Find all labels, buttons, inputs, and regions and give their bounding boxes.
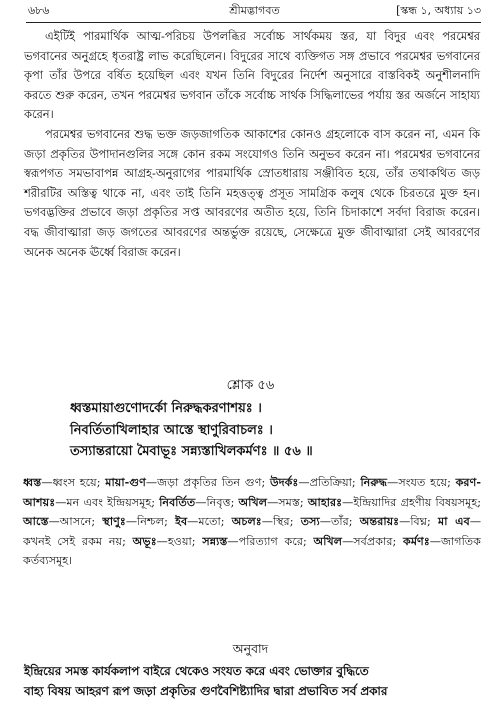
- header-rule: [26, 22, 481, 23]
- synonym-word: মা এব: [438, 514, 470, 529]
- translation-line: বাহ্য বিষয় আহরণ রূপ জড়া প্রকৃতির গুণবৈশিষ্ট্যাদির দ্বারা প্রভাবিত সর্ব প্রকার: [24, 684, 388, 698]
- synonym-meaning: —জাগতিক কর্তব্যসমূহ।: [23, 534, 481, 568]
- verse-line: নিবর্তিতাখিলাহার আস্তে স্থাণুরিবাচলঃ ।: [70, 422, 273, 438]
- synonym-word: মায়া-গুণ: [105, 475, 146, 489]
- translation-heading: অনুবাদ: [232, 641, 269, 656]
- word-for-word-synonyms: [23, 473, 481, 571]
- synonym-word: আহারঃ: [307, 494, 343, 509]
- synonym-meaning: —পরিত্যাগ করে;: [227, 534, 314, 548]
- page-header: [28, 3, 481, 19]
- synonym-word: ধ্বস্ত: [23, 475, 42, 489]
- sanskrit-verse: [70, 398, 490, 463]
- synonym-meaning: —মন এবং ইন্দ্রিয়সমূহ;: [55, 495, 160, 509]
- synonym-meaning: —তাঁর;: [319, 515, 360, 529]
- synonym-word: উদর্কঃ: [270, 475, 299, 489]
- purport-paragraph: এইটিই পারমার্থিক আত্ম-পরিচয় উপলব্ধির সর্বোচ্চ সার্থকময় স্তর, যা বিদুর এবং পরমেশ্বর ভগবানের অনুগ্রহে ধৃতরাষ্ট্র লাভ করেছিলেন। বিদুরের সাথে ব্যক্তিগত সঙ্গ প্রভাবে পরমেশ্বর ভগবানের কৃপা তাঁর উপরে বর্ষিত হয়েছিল এবং যখন তিনি বিদুরের নির্দেশ অনুসারে বাস্তবিকই অনুশীলনাদি করতে শুরু করেন, তখন পরমেশ্বর ভগবান তাঁকে সর্বোচ্চ সার্থক সিদ্ধিলাভের পর্যায় স্তর অর্জনে সাহায্য করেন।: [24, 29, 480, 122]
- synonym-meaning: —ধ্বংস হয়ে;: [41, 476, 106, 489]
- verse-line: তস্যান্তরায়ো মৈবাভূঃ সন্ন্যস্তাখিলকর্মণঃ ॥ ৫৬ ॥: [70, 444, 313, 459]
- synonym-word: আস্তে: [23, 514, 49, 529]
- synonym-word: ইব: [175, 514, 188, 529]
- synonym-meaning: —স্থির;: [261, 515, 301, 529]
- synonym-word: অচলঃ: [231, 514, 262, 529]
- synonym-word: অন্তরায়ঃ: [359, 514, 400, 529]
- synonym-word: করণ-আশয়ঃ: [23, 475, 481, 509]
- synonym-meaning: —সমস্ত;: [267, 495, 308, 509]
- purport-text: [24, 27, 480, 262]
- synonym-word: অভূঃ: [132, 533, 157, 548]
- synonym-meaning: —সর্বপ্রকার;: [342, 534, 404, 548]
- synonym-meaning: —নিশ্চল;: [125, 515, 176, 529]
- synonym-meaning: —সংযত হয়ে;: [387, 476, 456, 489]
- synonym-word: অখিল: [313, 533, 343, 548]
- synonym-word: নিবর্তিত: [159, 494, 196, 509]
- purport-paragraph: পরমেশ্বর ভগবানের শুদ্ধ ভক্ত জড়জাগতিক আকাশের কোনও গ্রহলোকে বাস করেন না, এমন কি জড়া প্রকৃতির উপাদানগুলির সঙ্গে কোন রকম সংযোগও তিনি অনুভব করেন না। পরমেশ্বর ভগবানের স্বরূপগত সমভাবাপন্ন আগ্রহ-অনুরাগের পারমার্থিক স্রোতধারায় সঞ্জীবিত হয়ে, তাঁর তথাকথিত জড় শরীরটির অস্তিত্ব থাকে না, এবং তাই তিনি মহত্তত্ত্ব প্রসূত সামগ্রিক কলুষ থেকে চিরতরে মুক্ত হন। ভগবদ্ভক্তির প্রভাবে জড়া প্রকৃতির সপ্ত আবরণের অতীত হয়ে, তিনি চিদাকাশে সর্বদা বিরাজ করেন। বদ্ধ জীবাত্মারা জড় জগতের আবরণের অন্তর্ভুক্ত রয়েছে, সেক্ষেত্রে মুক্ত জীবাত্মারা সেই আবরণের অনেক অনেক ঊর্ধ্বে বিরাজ করেন।: [24, 126, 480, 259]
- synonym-word: নিরুদ্ধ: [360, 475, 388, 489]
- synonym-meaning: —কখনই সেই রকম নয়;: [23, 515, 482, 548]
- synonym-meaning: —প্রতিক্রিয়া;: [298, 476, 361, 489]
- synonym-meaning: —নিবৃত্ত;: [195, 495, 239, 509]
- chapter-reference: [স্কন্ধ ১, অধ্যায় ১৩: [396, 4, 481, 17]
- page-number: ৬৮৬: [28, 4, 50, 17]
- synonym-meaning: —ইন্দ্রিয়াদির গ্রহণীয় বিষয়সমূহ;: [342, 495, 481, 509]
- synonym-meaning: —মতো;: [187, 515, 232, 529]
- synonym-word: কর্মণঃ: [403, 533, 430, 548]
- synonym-meaning: —জড়া প্রকৃতির তিন গুণ;: [145, 476, 271, 489]
- translation-line: ইন্দ্রিয়ের সমস্ত কার্যকলাপ বাইরে থেকেও সংযত করে এবং ভোক্তার বুদ্ধিতে: [24, 664, 369, 678]
- book-title: শ্রীমদ্ভাগবত: [229, 4, 280, 17]
- synonym-word: সন্ন্যস্ত: [202, 533, 228, 548]
- synonym-word: স্থাণুঃ: [102, 514, 126, 529]
- synonym-word: অখিল: [238, 494, 268, 509]
- synonym-meaning: —বিঘ্ন;: [399, 515, 439, 529]
- synonym-word: তস্য: [300, 514, 320, 529]
- verse-line: ধ্বস্তমায়াগুণোদর্কো নিরুদ্ধকরণাশয়ঃ ।: [70, 401, 262, 416]
- synonym-meaning: —আসনে;: [48, 515, 103, 529]
- synonym-meaning: —হওয়া;: [156, 534, 203, 548]
- translation-text: [24, 661, 481, 701]
- verse-heading: শ্লোক ৫৬: [226, 378, 275, 393]
